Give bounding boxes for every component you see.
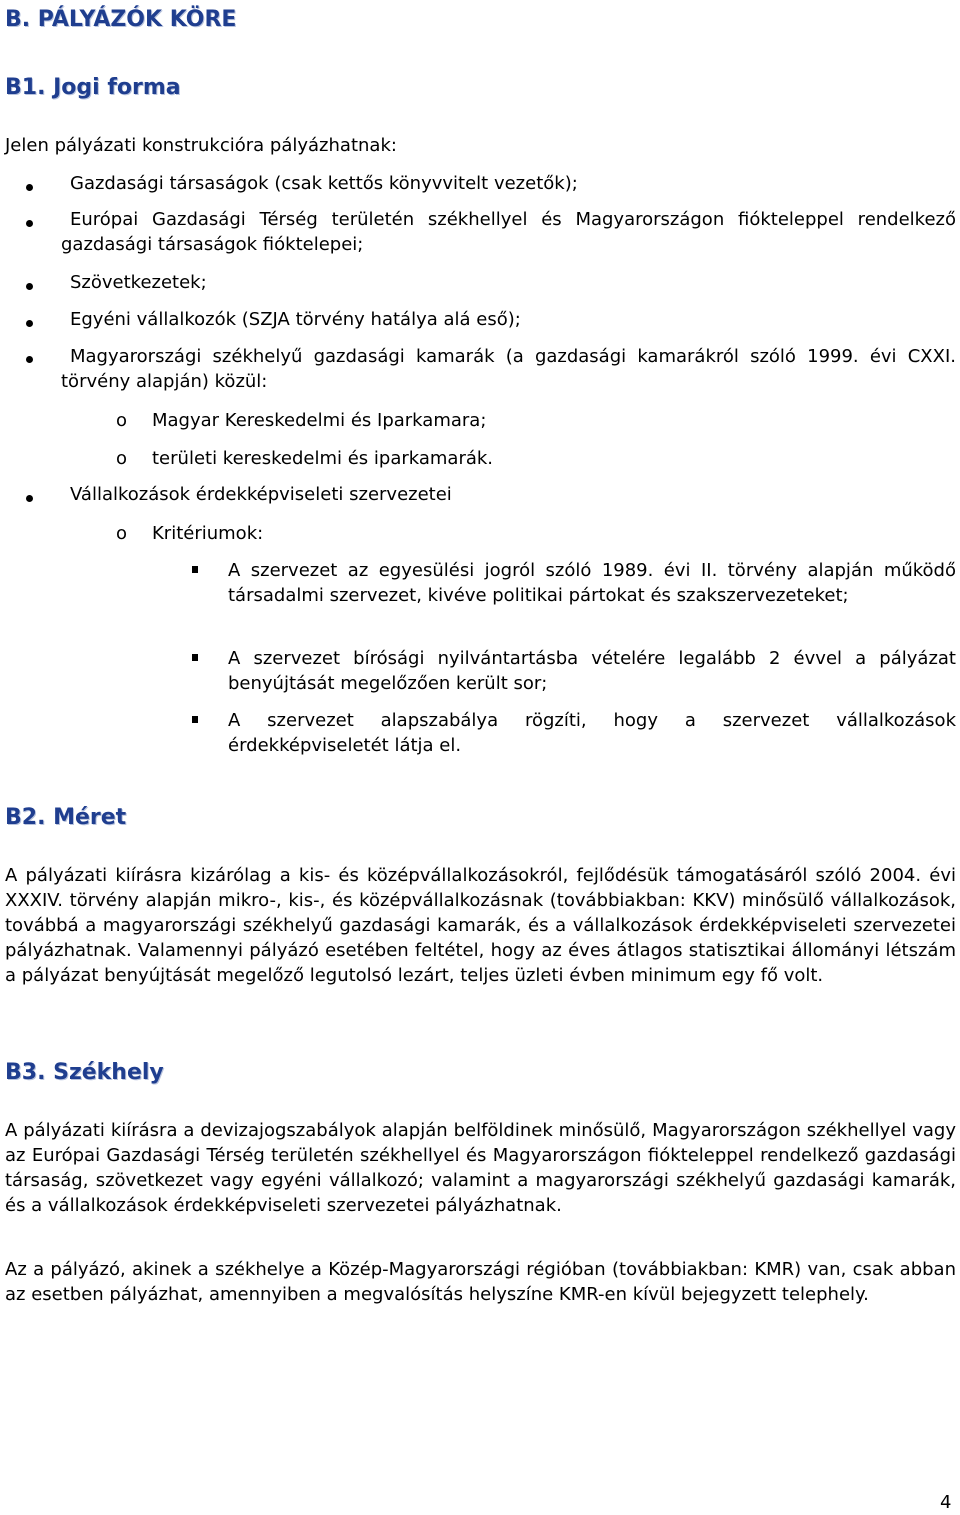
criteria-item: A szervezet az egyesülési jogról szóló 1989. évi II. törvény alapján működő társadalmi szervezet, kivéve politikai pártokat és szakszervezeteket;: [228, 560, 956, 606]
bullet-dot-icon: [26, 184, 33, 191]
sub-list-item: Magyar Kereskedelmi és Iparkamara;: [152, 410, 487, 431]
circle-bullet-icon: o: [116, 448, 128, 469]
b3-paragraph-2: Az a pályázó, akinek a székhelye a Közép-Magyarországi régióban (továbbiakban: KMR) van, csak abban az esetben pályázhat, amennyiben a megvalósítás helyszíne KMR-en kívül bejegyzett telephely.: [5, 1259, 956, 1305]
b3-paragraph-1: A pályázati kiírásra a devizajogszabályok alapján belföldinek minősülő, Magyarországon székhellyel vagy az Európai Gazdasági Térség területén székhellyel és Magyarországon fiókteleppel rendelkező gazdasági társaság, szövetkezet vagy egyéni vállalkozó; valamint a magyarországi székhelyű gazdasági kamarák, és a vállalkozások érdekképviseleti szervezetei pályázhatnak.: [5, 1120, 956, 1216]
bullet-dot-icon: [26, 220, 33, 227]
section-heading-b1: B1. Jogi forma: [5, 75, 181, 100]
section-heading-b: B. PÁLYÁZÓK KÖRE: [5, 7, 237, 32]
circle-bullet-icon: o: [116, 523, 128, 544]
sub-list-item: területi kereskedelmi és iparkamarák.: [152, 448, 494, 469]
bullet-dot-icon: [26, 495, 33, 502]
criteria-item: A szervezet bírósági nyilvántartásba vételére legalább 2 évvel a pályázat benyújtását megelőzően került sor;: [228, 648, 956, 694]
b1-intro: Jelen pályázati konstrukcióra pályázhatnak:: [5, 135, 397, 156]
page-number: 4: [940, 1492, 952, 1513]
list-item: Szövetkezetek;: [70, 272, 207, 293]
section-heading-b2: B2. Méret: [5, 805, 127, 830]
list-item: Egyéni vállalkozók (SZJA törvény hatálya alá eső);: [70, 309, 521, 330]
square-bullet-icon: [192, 566, 198, 573]
list-item: Gazdasági társaságok (csak kettős könyvvitelt vezetők);: [70, 173, 578, 194]
list-item: Európai Gazdasági Térség területén székhellyel és Magyarországon fiókteleppel rendelkező gazdasági társaságok fióktelepei;: [61, 209, 956, 255]
square-bullet-icon: [192, 654, 198, 661]
circle-bullet-icon: o: [116, 410, 128, 431]
kriteriumok-label: Kritériumok:: [152, 523, 264, 544]
square-bullet-icon: [192, 716, 198, 723]
section-heading-b3: B3. Székhely: [5, 1060, 164, 1085]
list-item: Vállalkozások érdekképviseleti szervezetei: [70, 484, 452, 505]
b2-paragraph: A pályázati kiírásra kizárólag a kis- és középvállalkozásokról, fejlődésük támogatásáról szóló 2004. évi XXXIV. törvény alapján mikro-, kis-, és középvállalkozásnak (továbbiakban: KKV) minősülő vállalkozások, továbbá a magyarországi székhelyű gazdasági kamarák, és a vállalkozások érdekképviseleti szervezetei pályázhatnak. Valamennyi pályázó esetében feltétel, hogy az éves átlagos statisztikai állományi létszám a pályázat benyújtását megelőző legutolsó lezárt, teljes üzleti évben minimum egy fő volt.: [5, 865, 956, 986]
bullet-dot-icon: [26, 320, 33, 327]
bullet-dot-icon: [26, 283, 33, 290]
criteria-item: A szervezet alapszabálya rögzíti, hogy a szervezet vállalkozások érdekképviseletét látja el.: [228, 710, 956, 756]
list-item: Magyarországi székhelyű gazdasági kamarák (a gazdasági kamarákról szóló 1999. évi CXXI. törvény alapján) közül:: [61, 346, 956, 392]
bullet-dot-icon: [26, 356, 33, 363]
